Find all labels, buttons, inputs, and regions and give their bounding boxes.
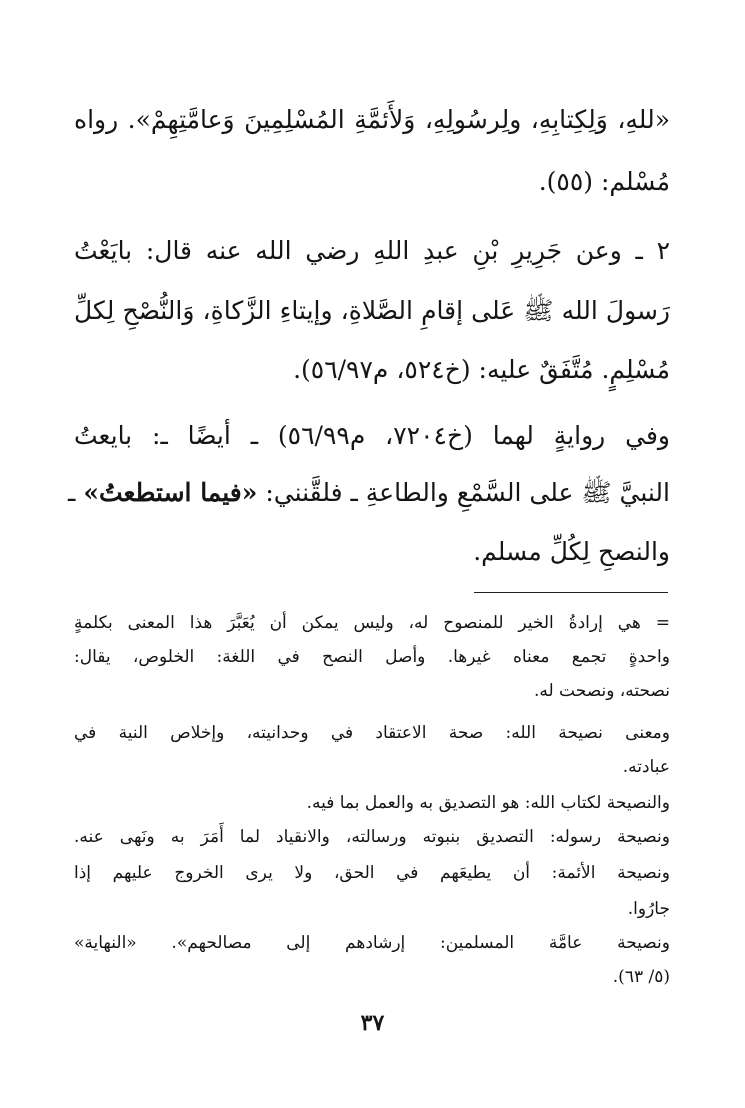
footnote-line: عبادته. <box>622 757 670 777</box>
footnote-line: ونصيحة رسوله: التصديق بنبوته ورسالته، والانقياد لما أَمَرَ به ونَهى عنه. <box>74 827 670 847</box>
footnote-divider <box>474 592 668 593</box>
text-line: والنصحِ لِكُلِّ مسلم. <box>473 537 670 566</box>
footnote-line: ونصيحة عامَّة المسلمين: إرشادهم إلى مصالحهم». «النهاية» <box>74 933 670 953</box>
footnote-line: والنصيحة لكتاب الله: هو التصديق به والعمل بما فيه. <box>306 793 670 813</box>
text-line: «للهِ، وَلِكِتابِهِ، ولِرسُولِهِ، وَلأَئمَّةِ المُسْلِمِينَ وَعامَّتِهِمْ». رواه <box>74 105 670 134</box>
footnote-line: (٥/ ٦٣). <box>612 967 670 987</box>
text-segment: ـ <box>68 478 84 507</box>
page-number: ٣٧ <box>360 1010 385 1036</box>
text-line: رَسولَ الله ﷺ عَلى إقامِ الصَّلاةِ، وإيتاءِ الزَّكاةِ، وَالنُّصْحِ لِكلِّ <box>74 296 670 325</box>
text-line: مُسْلِمٍ. مُتَّفَقٌ عليه: (خ٥٢٤، م٥٦/٩٧). <box>293 355 670 384</box>
footnote-line: = هي إرادةُ الخير للمنصوح له، وليس يمكن أن يُعَبَّرَ هذا المعنى بكلمةٍ <box>74 613 670 633</box>
text-line: وفي روايةٍ لهما (خ٧٢٠٤، م٥٦/٩٩) ـ أيضًا ـ: بايعتُ <box>74 421 670 450</box>
text-line: مُسْلم: (٥٥). <box>538 167 670 196</box>
text-line <box>68 471 670 515</box>
footnote-line: نصحته، ونصحت له. <box>533 681 670 701</box>
footnote-line: واحدةٍ تجمع معناه غيرها. وأصل النصح في اللغة: الخلوص، يقال: <box>74 647 670 667</box>
footnote-line: ونصيحة الأئمة: أن يطيعَهم في الحق، ولا يرى الخروج عليهم إذا <box>74 863 670 883</box>
quoted-phrase: «فيما استطعتُ» <box>83 478 258 507</box>
footnote-line: ومعنى نصيحة الله: صحة الاعتقاد في وحدانيته، وإخلاص النية في <box>74 723 670 743</box>
text-segment: النبيَّ ﷺ على السَّمْعِ والطاعةِ ـ فلقَّنني: <box>257 478 670 507</box>
text-line: ٢ ـ وعن جَرِيرِ بْنِ عبدِ اللهِ رضي الله عنه قال: بايَعْتُ <box>74 236 670 265</box>
footnote-line: جارُوا. <box>627 899 670 919</box>
